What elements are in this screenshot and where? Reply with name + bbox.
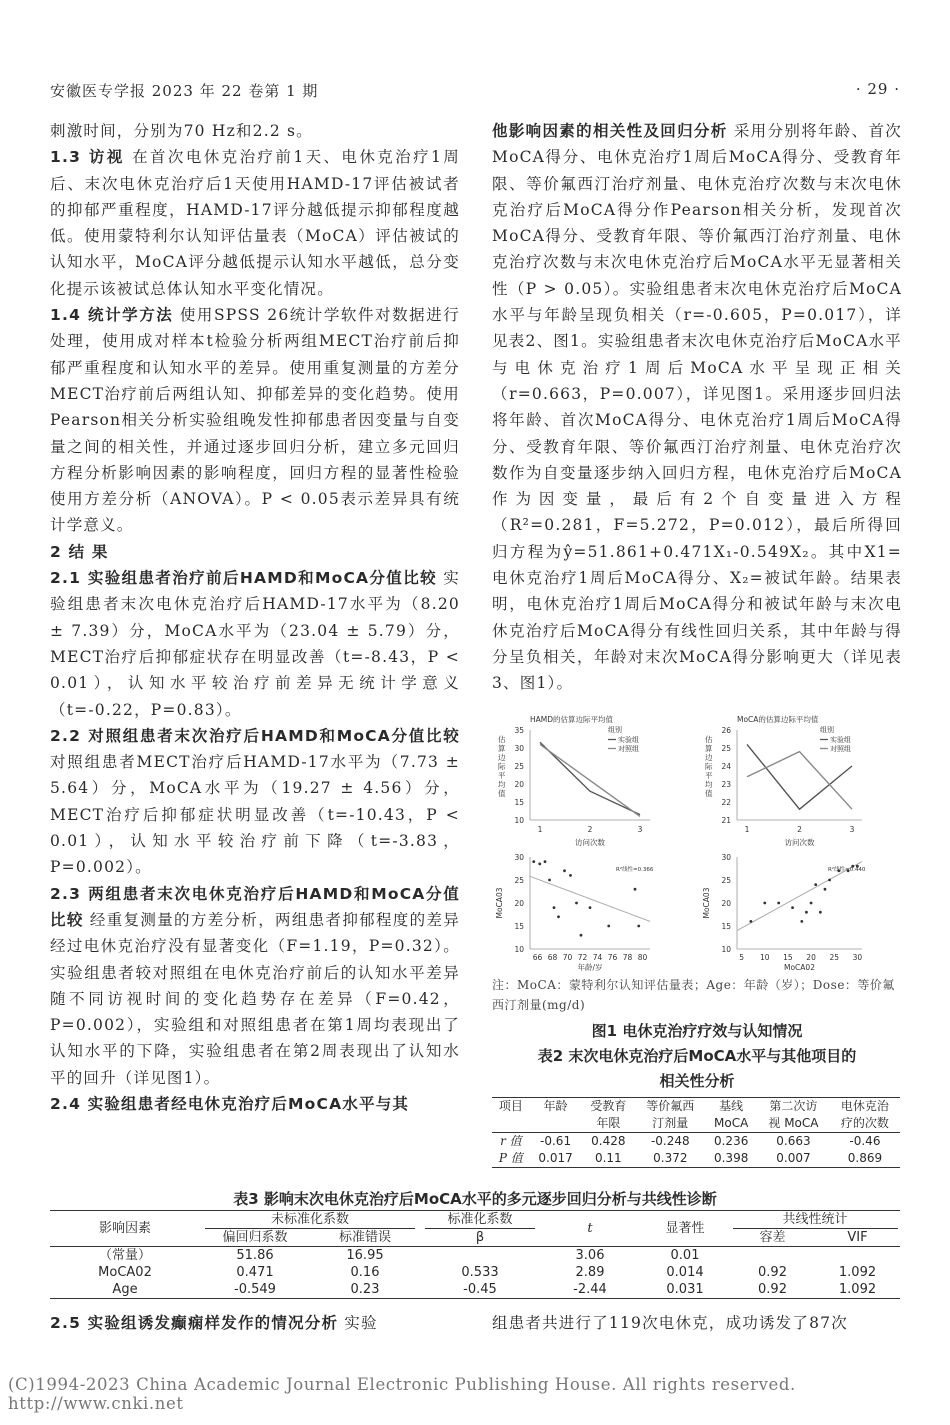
chart0-xtick-label: 1 — [537, 825, 543, 834]
chart2-xtick-label: 80 — [637, 953, 648, 962]
t2-header-6: 电休克治 — [840, 1099, 889, 1113]
chart0-ytick-label: 30 — [514, 744, 524, 753]
chart3-xtick-label: 10 — [760, 953, 770, 962]
chart2-fit-line — [530, 876, 650, 921]
chart2-xtick-label: 78 — [622, 953, 633, 962]
chart2-xtick-label: 76 — [607, 953, 618, 962]
chart1-legend-title: 组别 — [820, 726, 834, 734]
figure-1-charts — [492, 712, 902, 972]
chart0-ylabel-char: 均 — [498, 780, 506, 789]
t3-cell: -2.44 — [573, 1282, 607, 1297]
chart2-ytick-label: 15 — [514, 922, 524, 931]
t2-header-3: 等价氟西 — [646, 1099, 695, 1113]
table2-caption-line2: 相关性分析 — [659, 1072, 735, 1090]
t2-cell: P 值 — [498, 1151, 523, 1165]
left-section-title-1: 1.3 访视 — [50, 148, 125, 167]
section-2-5-text: 实验 — [338, 1314, 378, 1332]
page-number: · 29 · — [855, 80, 900, 98]
left-text-0: 刺激时间，分别为70 Hz和2.2 s。 — [50, 122, 313, 140]
chart0-legend-label-1: 对照组 — [618, 745, 639, 753]
chart0-legend-title: 组别 — [608, 726, 622, 734]
t3-h-sig: 显著性 — [665, 1221, 705, 1236]
chart1-ylabel-char: 均 — [705, 780, 713, 789]
chart1-ytick-label: 24 — [721, 762, 731, 771]
chart3-xtick-label: 25 — [829, 953, 839, 962]
chart1-ylabel-char: 边 — [705, 753, 713, 762]
t3-cell: 0.16 — [350, 1265, 380, 1280]
left-text-1: 在首次电休克治疗前1天、电休克治疗1周后、末次电休克治疗后1天使用HAMD-17评估被试者的抑郁严重程度，HAMD-17评分越低提示抑郁程度越低。使用蒙特利尔认知评估量表（MoCA）评估被试的认知水平，MoCA评分越低提示认知水平越低，总分变化提示该被试总体认知水平变化情况。 — [50, 148, 460, 298]
chart2-point — [538, 863, 541, 866]
chart3-ytick-label: 30 — [721, 853, 731, 862]
table-row — [50, 1264, 900, 1281]
t3-cell: 0.533 — [461, 1265, 499, 1280]
chart3-xtick-label: 15 — [783, 953, 793, 962]
chart0-xtick-label: 3 — [637, 825, 643, 834]
t3-cell: 0.014 — [666, 1265, 704, 1280]
chart3-point — [763, 902, 766, 905]
right-text-0: 采用分别将年龄、首次MoCA得分、电休克治疗1周后MoCA得分、受教育年限、等价氟西汀治疗剂量、电休克治疗次数与末次电休克治疗后MoCA得分作Pearson相关分析，发现首次MoCA得分、受教育年限、等价氟西汀治疗剂量、电休克治疗次数与末次电休克治疗后MoCA水平无显著相关性（P > 0.05）。实验组患者末次电休克治疗后MoCA水平与年龄呈现负相关（r=-0.605，P=0.017），详见表2、图1。实验组患者末次电休克治疗后MoCA水平与电休克治疗1周后MoCA水平呈现正相关（r=0.663，P=0.007），详见图1。采用逐步回归法将年龄、首次MoCA得分、电休克治疗1周后MoCA得分、受教育年限、等价氟西汀治疗剂量、电休克治疗次数作为自变量逐步纳入回归方程，电休克治疗后MoCA作为因变量，最后有2个自变量进入方程（R²=0.281，F=5.272，P=0.012），最后所得回归方程为ŷ=51.861+0.471X₁-0.549X₂。其中X1=电休克治疗1周后MoCA得分、X₂=被试年龄。结果表明，电休克治疗1周后MoCA得分和被试年龄与末次电休克治疗后MoCA得分有线性回归关系，其中年龄与得分呈负相关，年龄对末次MoCA得分影响更大（详见表3、图1）。 — [492, 122, 902, 693]
t3-cell: 16.95 — [346, 1248, 384, 1263]
table2-caption-line1: 表2 末次电休克治疗后MoCA水平与其他项目的 — [537, 1047, 857, 1065]
chart3-point — [810, 902, 813, 905]
chart0-xtick-label: 2 — [587, 825, 593, 834]
section-2-5 — [50, 1310, 460, 1336]
chart2-ytick-label: 10 — [514, 945, 524, 954]
chart2-ytick-label: 30 — [514, 853, 524, 862]
left-column — [50, 118, 460, 1117]
chart2-ytick-label: 20 — [514, 899, 524, 908]
table-row — [50, 1247, 900, 1265]
chart3-xlabel: MoCA02 — [784, 963, 815, 972]
left-para-6 — [50, 881, 460, 1091]
chart0-ytick-label: 20 — [514, 780, 524, 789]
t3-cell: -0.45 — [463, 1282, 497, 1297]
section-2-5-title: 2.5 实验组诱发癫痫样发作的情况分析 — [50, 1314, 339, 1332]
left-section-title-6: 2.3 两组患者末次电休克治疗后HAMD和MoCA分值比较 — [50, 884, 460, 929]
chart1-xtick-label: 3 — [849, 825, 855, 834]
left-para-5 — [50, 723, 460, 881]
chart1-ylabel-char: 际 — [705, 762, 713, 771]
chart3-xtick-label: 30 — [852, 953, 863, 962]
t2-cell: -0.61 — [540, 1134, 572, 1148]
t2-header-5: 第二次访 — [769, 1099, 818, 1113]
chart0-series-1-line — [540, 744, 640, 816]
chart2-xtick-label: 74 — [592, 953, 603, 962]
chart2-point — [575, 902, 578, 905]
t2-cell: 0.398 — [713, 1151, 749, 1165]
chart1-ytick-label: 21 — [721, 816, 731, 825]
chart2-xtick-label: 66 — [532, 953, 543, 962]
t2-header-sub-6: 疗的次数 — [840, 1116, 889, 1130]
t2-header-sub-4: MoCA — [714, 1116, 749, 1130]
copyright-footer: (C)1994-2023 China Academic Journal Electronic Publishing House. All rights reserved. http://www.cnki.net — [8, 1375, 796, 1413]
chart3-point — [805, 911, 808, 914]
left-section-title-4: 2.1 实验组患者治疗前后HAMD和MoCA分值比较 — [50, 569, 437, 588]
left-heading-3: 2 结 果 — [50, 542, 109, 561]
left-text-5: 对照组患者MECT治疗后HAMD-17水平为（7.73 ± 5.64）分，MoCA水平为（19.27 ± 4.56）分，MECT治疗后抑郁症状明显改善（t=-10.43，P < 0.01），认知水平较治疗前下降（t=-3.83，P=0.002）。 — [50, 753, 460, 877]
t3-cell — [420, 1247, 540, 1265]
chart1-ytick-label: 22 — [721, 798, 731, 807]
chart3-point — [791, 906, 794, 909]
t3-cell: 0.92 — [758, 1282, 787, 1297]
chart1-series-0-line — [747, 744, 852, 809]
chart2-xlabel: 年龄/岁 — [577, 963, 603, 972]
t2-header-0: 项目 — [498, 1099, 523, 1113]
chart1-legend-label-0: 实验组 — [830, 736, 851, 744]
t3-h-factor: 影响因素 — [98, 1221, 151, 1236]
left-para-0 — [50, 118, 460, 144]
chart3-point — [828, 879, 831, 882]
table-row — [50, 1281, 900, 1299]
chart2-point — [580, 934, 583, 937]
chart0-ytick-label: 35 — [514, 726, 524, 735]
t3-cell: 1.092 — [838, 1282, 877, 1297]
t3-h-col: 共线性统计 — [730, 1211, 900, 1230]
t2-cell: 0.869 — [847, 1151, 883, 1165]
chart2-point — [637, 925, 640, 928]
right-section-title-0: 他影响因素的相关性及回归分析 — [492, 122, 728, 140]
t3-cell: 0.01 — [670, 1248, 700, 1263]
t2-cell: 0.663 — [776, 1134, 811, 1148]
t2-cell: 0.372 — [653, 1151, 688, 1165]
t2-header-sub-2: 年限 — [596, 1116, 621, 1130]
chart2-point — [544, 860, 547, 863]
t3-cell: 0.471 — [236, 1265, 274, 1280]
t3-cell: （常量） — [98, 1248, 151, 1263]
t3-h-b: 偏回归系数 — [222, 1230, 288, 1245]
chart2-xtick-label: 72 — [577, 953, 588, 962]
chart2-point — [532, 860, 535, 863]
chart2-point — [589, 906, 592, 909]
chart1-ytick-label: 25 — [721, 744, 731, 753]
t2-cell: 0.236 — [713, 1134, 749, 1148]
t3-cell: -0.549 — [234, 1282, 276, 1297]
chart3-ytick-label: 15 — [721, 922, 731, 931]
chart0-ylabel-char: 平 — [498, 771, 506, 780]
chart0-ytick-label: 25 — [514, 762, 524, 771]
t2-header-sub-3: 汀剂量 — [652, 1116, 689, 1130]
t3-h-vif: VIF — [847, 1230, 868, 1245]
chart1-ytick-label: 23 — [721, 780, 731, 789]
chart3-point — [814, 883, 817, 886]
t2-cell: r 值 — [500, 1134, 522, 1148]
t2-cell: -0.46 — [849, 1134, 881, 1148]
figure-caption: 图1 电休克治疗疗效与认知情况 — [591, 1022, 803, 1040]
t3-h-tol: 容差 — [759, 1230, 786, 1245]
chart1-ylabel-char: 估 — [705, 735, 713, 744]
t3-h-t: t — [587, 1221, 593, 1236]
chart0-ylabel-char: 算 — [498, 744, 506, 753]
t2-cell: -0.248 — [650, 1134, 690, 1148]
chart2-ytick-label: 25 — [514, 876, 524, 885]
figure-note: 注：MoCA：蒙特利尔认知评估量表；Age：年龄（岁）；Dose：等价氟西汀剂量(mg/d) — [492, 978, 895, 1012]
t3-cell: 0.92 — [758, 1265, 787, 1280]
t2-header-2: 受教育 — [590, 1099, 627, 1113]
chart2-ylabel: MoCA03 — [495, 887, 504, 919]
t3-cell: Age — [112, 1282, 138, 1297]
chart3-point — [800, 920, 803, 923]
t2-cell: 0.11 — [594, 1151, 622, 1165]
chart0-ylabel-char: 边 — [498, 753, 506, 762]
chart1-title: MoCA的估算边际平均值 — [737, 715, 819, 724]
left-text-2: 使用SPSS 26统计学软件对数据进行处理，使用成对样本t检验分析两组MECT治疗前后抑郁严重程度和认知水平的差异。使用重复测量的方差分MECT治疗前后两组认知、抑郁差异的变化趋势。使用Pearson相关分析实验组晚发性抑郁患者因变量与自变量之间的相关性，并通过逐步回归分析，建立多元回归方程分析影响因素的影响程度，回归方程的显著性检验使用方差分析（ANOVA）。P < 0.05表示差异具有统计学意义。 — [50, 306, 461, 535]
t3-cell: 1.092 — [838, 1265, 877, 1280]
chart3-point — [749, 920, 752, 923]
chart2-xtick-label: 68 — [547, 953, 558, 962]
chart0-xlabel: 访问次数 — [575, 838, 605, 847]
chart0-ytick-label: 15 — [514, 798, 524, 807]
left-section-title-7: 2.4 实验组患者经电休克治疗后MoCA水平与其 — [50, 1094, 410, 1113]
t3-cell: 0.23 — [350, 1282, 380, 1297]
t3-cell: 3.06 — [575, 1248, 605, 1263]
t3-h-beta: β — [475, 1230, 485, 1245]
chart2-annotation: R²线性=0.366 — [616, 867, 654, 873]
right-bottom-line: 组患者共进行了119次电休克，成功诱发了87次 — [492, 1314, 848, 1332]
chart3-ytick-label: 25 — [721, 876, 731, 885]
chart3-point — [777, 902, 780, 905]
chart0-title: HAMD的估算边际平均值 — [530, 715, 614, 724]
chart2-point — [607, 925, 610, 928]
t3-cell: 51.86 — [236, 1248, 274, 1263]
chart0-ylabel-char: 估 — [498, 735, 506, 744]
chart3-xtick-label: 20 — [806, 953, 816, 962]
t2-header-4: 基线 — [719, 1099, 744, 1113]
chart1-legend-label-1: 对照组 — [830, 745, 851, 753]
t2-header-1: 年龄 — [543, 1099, 568, 1113]
t3-cell: MoCA02 — [98, 1265, 152, 1280]
chart2-point — [548, 879, 551, 882]
t2-header-sub-1 — [530, 1115, 582, 1133]
chart0-ytick-label: 10 — [514, 816, 524, 825]
t3-cell — [815, 1247, 900, 1265]
table3-caption: 表3 影响末次电休克治疗后MoCA水平的多元逐步回归分析与共线性诊断 — [233, 1190, 717, 1208]
chart1-series-1-line — [747, 752, 852, 810]
chart2-point — [563, 869, 566, 872]
left-para-1 — [50, 144, 460, 302]
right-para-0 — [492, 118, 902, 697]
left-para-4 — [50, 565, 460, 723]
chart2-point — [553, 906, 556, 909]
t3-cell: 0.031 — [666, 1282, 704, 1297]
table-row — [492, 1133, 900, 1151]
t2-cell: 0.428 — [591, 1134, 626, 1148]
journal-header: 安徽医专学报 2023 年 22 卷第 1 期 — [50, 82, 319, 100]
chart1-xlabel: 访问次数 — [784, 838, 815, 847]
chart2-point — [569, 874, 572, 877]
chart1-ytick-label: 26 — [721, 726, 731, 735]
chart2-point — [634, 888, 637, 891]
t3-cell — [730, 1247, 815, 1265]
chart2-point — [557, 915, 560, 918]
table-row — [492, 1150, 900, 1168]
chart3-ytick-label: 20 — [721, 899, 731, 908]
t3-h-se: 标准错误 — [338, 1230, 391, 1245]
table-2 — [492, 1097, 900, 1168]
chart1-ylabel-char: 值 — [705, 789, 713, 798]
chart2-xtick-label: 70 — [562, 953, 573, 962]
chart3-ylabel: MoCA03 — [702, 887, 711, 919]
left-section-title-5: 2.2 对照组患者末次治疗后HAMD和MoCA分值比较 — [50, 726, 460, 745]
right-column — [492, 118, 902, 697]
chart3-ytick-label: 10 — [721, 945, 731, 954]
chart1-xtick-label: 1 — [744, 825, 750, 834]
t3-h-std: 标准化系数 — [420, 1211, 540, 1230]
chart3-point — [824, 888, 827, 891]
chart0-series-0-line — [540, 742, 640, 814]
t2-cell: 0.007 — [776, 1151, 811, 1165]
left-text-6: 经重复测量的方差分析，两组患者抑郁程度的差异经过电休克治疗没有显著变化（F=1.19，P=0.32）。实验组患者较对照组在电休克治疗前后的认知水平差异随不同访视时间的变化趋势存在差异（F=0.42，P=0.002），实验组和对照组患者在第1周均表现出了认知水平的下降，实验组患者在第2周表现出了认知水平的回升（详见图1）。 — [50, 910, 460, 1087]
left-para-7 — [50, 1091, 460, 1117]
chart3-annotation: R²线性=0.440 — [828, 867, 866, 873]
t2-cell: 0.017 — [538, 1151, 573, 1165]
t3-h-unstd: 未标准化系数 — [200, 1211, 420, 1230]
t2-header-sub-5: 视 MoCA — [768, 1116, 819, 1130]
chart0-legend-label-0: 实验组 — [618, 736, 639, 744]
chart3-point — [819, 911, 822, 914]
chart0-ylabel-char: 值 — [498, 789, 506, 798]
figure-1 — [492, 712, 902, 972]
chart1-xtick-label: 2 — [797, 825, 802, 834]
table-3 — [50, 1210, 900, 1299]
t3-cell: 2.89 — [575, 1265, 605, 1280]
chart3-xtick-label: 5 — [739, 953, 745, 962]
chart1-ylabel-char: 平 — [705, 771, 713, 780]
left-text-4: 实验组患者末次电休克治疗后HAMD-17水平为（8.20 ± 7.39）分，MoCA水平为（23.04 ± 5.79）分，MECT治疗后抑郁症状存在明显改善（t=-8.43，P < 0.01），认知水平较治疗前差异无统计学意义（t=-0.22，P=0.83）。 — [50, 569, 461, 719]
left-section-title-2: 1.4 统计学方法 — [50, 306, 174, 325]
chart0-ylabel-char: 际 — [498, 762, 506, 771]
chart1-ylabel-char: 算 — [705, 744, 713, 753]
t2-header-sub-0 — [492, 1115, 530, 1133]
left-para-2 — [50, 302, 460, 539]
